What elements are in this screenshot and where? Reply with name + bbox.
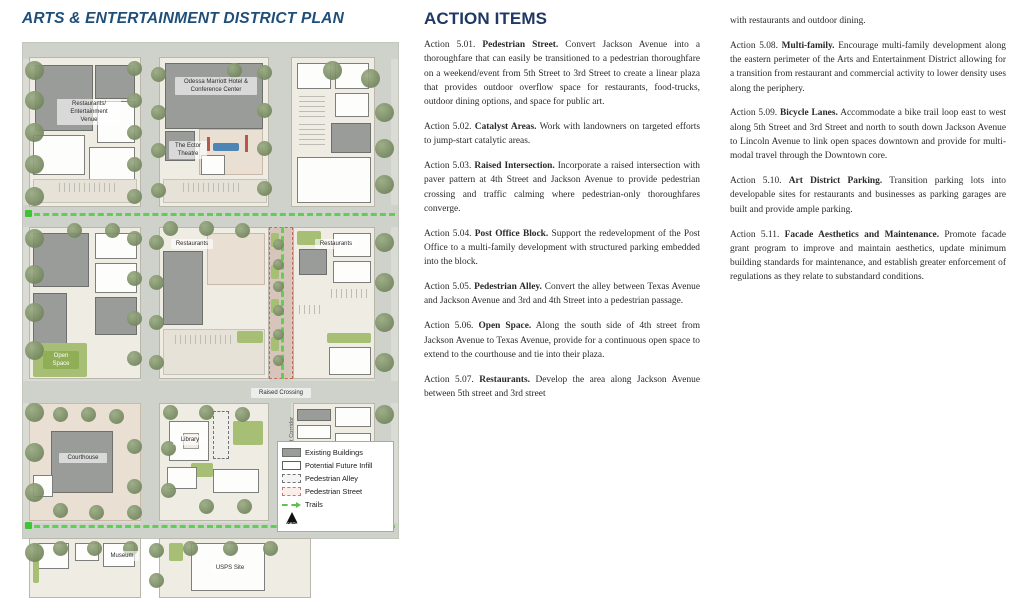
site-plan-map[interactable] [22,42,399,571]
action-number: Action 5.02. [424,121,472,132]
map-legend [277,441,394,532]
tree-canopy [127,505,142,520]
map-label-ector-theatre: The Ector Theatre [169,141,207,159]
legend-label: Existing Buildings [305,448,363,457]
action-body: Accommodate a bike trail loop east to west along 5th Street and 3rd Street and north to south down Jackson Avenue to Lincoln Avenue to link open spaces downtown and provide for multi-modal travel through the Downtown core. [730,108,1007,162]
action-title: Multi-family. [781,40,835,51]
page-title: ARTS & ENTERTAINMENT DISTRICT PLAN [22,10,344,27]
action-item-5-11 [730,228,1006,285]
action-body: Encourage multi-family development along the eastern perimeter of the Arts and Entertainment District allowing for a transition from restaurant and commercial activity to lower density uses along the periphery. [730,40,1006,94]
action-number: Action 5.07. [424,374,474,385]
tree-canopy [375,405,394,424]
tree-canopy [151,183,166,198]
infill-se-1 [335,407,371,427]
tree-canopy [127,189,142,204]
pedestrian-alley-swatch-icon [282,474,301,483]
tree-canopy [25,543,44,562]
tree-canopy [25,229,44,248]
tree-canopy [237,499,252,514]
map-label-usps-site: USPS Site [211,563,249,573]
legend-label: Pedestrian Alley [305,474,358,483]
action-items-column-middle [424,0,700,412]
building-se-1 [297,409,331,421]
action-item-5-01 [424,38,700,109]
tree-canopy [235,223,250,238]
tree-canopy [149,315,164,330]
plaza-center-mid [207,233,265,285]
infill-se-2 [297,425,331,439]
action-title: Bicycle Lanes. [780,108,838,119]
tree-canopy [223,541,238,556]
action-title: Restaurants. [479,374,530,385]
tree-canopy [149,543,164,558]
tree-canopy [375,353,394,372]
infill-library-2 [213,469,259,493]
tree-canopy [199,405,214,420]
tree-canopy [127,231,142,246]
action-number: Action 5.01. [424,40,476,50]
tree-canopy [273,329,284,340]
tree-canopy [273,355,284,366]
tree-canopy [53,503,68,518]
building-marriott-hotel [165,63,263,129]
map-label-restaurants-entertainment-venue: Restaurants/ Entertainment Venue [57,99,121,125]
infill-ne-4 [297,157,371,203]
map-label-raised-crossing: Raised Crossing [251,388,311,398]
tree-canopy [375,175,394,194]
marriott-pool [213,143,239,151]
tree-canopy [163,405,178,420]
action-item-5-05 [424,280,700,309]
tree-canopy [127,439,142,454]
tree-canopy [53,407,68,422]
north-arrow-icon [282,512,304,528]
tree-canopy [127,271,142,286]
tree-canopy [375,313,394,332]
action-item-5-09 [730,106,1006,163]
library-courtyard [183,433,199,449]
parking-stalls-marriott [183,183,243,192]
legend-row-trails [282,498,389,511]
legend-row-potential-future-infill [282,459,389,472]
tree-canopy [25,341,44,360]
action-item-5-04 [424,227,700,270]
action-number: Action 5.06. [424,321,474,332]
action-body: Develop the area along Jackson Avenue between 5th street and 3rd street [424,374,701,399]
tree-canopy [53,541,68,556]
legend-label: Trails [305,500,323,509]
tree-canopy [273,259,284,270]
tree-canopy [149,235,164,250]
infill-marriott-1 [201,155,225,175]
green-usps-1 [169,543,183,561]
tree-canopy [25,403,44,422]
parking-stalls-nw [59,183,117,192]
tree-canopy [87,541,102,556]
map-label-open-space: Open Space [43,351,79,369]
tree-canopy [199,499,214,514]
action-body: Promote facade grant program to improve and maintain aesthetics, update minimum building standards for maintenance, and establish greater enforcement of regulations as they relate to substandard conditions. [730,229,1007,283]
legend-label: Pedestrian Street [305,487,363,496]
tree-canopy [127,61,142,76]
tree-canopy [227,63,242,78]
tree-canopy [127,479,142,494]
marriott-canopy-b [245,135,248,152]
tree-canopy [25,443,44,462]
building-existing-em-1 [299,249,327,275]
tree-canopy [199,221,214,236]
action-body: Work with landowners on targeted efforts to jump-start catalytic areas. [424,121,701,147]
existing-buildings-swatch-icon [282,448,301,457]
action-item-5-03 [424,159,700,216]
pedestrian-street-swatch-icon [282,487,301,496]
tree-canopy [183,541,198,556]
trails-swatch-icon [282,500,301,509]
action-body: Incorporate a raised intersection with paver pattern at 4th Street and Jackson Avenue to provide pedestrian crossing and traffic calming where pedestrian-only thoroughfares converge. [424,161,700,214]
map-label-odessa-marriott: Odessa Marriott Hotel & Conference Center [175,77,257,95]
action-items-column-right [730,0,1006,295]
tree-canopy [375,273,394,292]
trail-marker-west-5th [25,210,32,217]
action-item-5-08 [730,39,1006,96]
action-body: Transition parking lots into developable sites for restaurants and businesses as parking garages are built and provide ample parking. [730,176,1006,215]
action-title: Raised Intersection. [474,161,555,172]
tree-canopy [149,573,164,588]
tree-canopy [123,541,138,556]
building-existing-ne [331,123,371,153]
action-item-5-10 [730,174,1006,217]
street-3rd [23,381,398,403]
action-item-5-07-continued: with restaurants and outdoor dining. [730,16,866,26]
action-item-5-07 [424,373,700,402]
action-title: Facade Aesthetics and Maintenance. [784,229,940,240]
building-restaurants-west [163,251,203,325]
map-label-museum: Museum [105,551,139,561]
legend-row-pedestrian-alley [282,472,389,485]
tree-canopy [109,409,124,424]
tree-canopy [127,311,142,326]
action-title: Catalyst Areas. [474,121,537,132]
parking-em-1 [331,289,371,298]
legend-label: Potential Future Infill [305,461,373,470]
tree-canopy [257,65,272,80]
building-courthouse [51,431,113,493]
tree-canopy [161,483,176,498]
tree-canopy [257,141,272,156]
map-label-library: Library [173,435,207,445]
tree-canopy [273,305,284,316]
trail-5th-street [25,213,395,216]
tree-canopy [25,155,44,174]
green-library-1 [233,421,263,445]
action-body: Support the redevelopment of the Post Office to a multi-family development with structured parking embedded into the block. [424,228,701,268]
tree-canopy [263,541,278,556]
parking-ne-1 [299,95,325,117]
tree-canopy [273,281,284,292]
tree-canopy [151,105,166,120]
action-title: Pedestrian Alley. [474,282,542,293]
infill-em-3 [329,347,371,375]
action-number: Action 5.03. [424,161,472,172]
tree-canopy [375,103,394,122]
potential-future-infill-swatch-icon [282,461,301,470]
tree-canopy [105,223,120,238]
parking-em-2 [299,305,321,314]
tree-canopy [161,441,176,456]
legend-row-existing-buildings [282,446,389,459]
infill-em-2 [333,261,371,283]
map-label-restaurants-west: Restaurants [171,239,213,249]
tree-canopy [25,187,44,206]
tree-canopy [81,407,96,422]
district-plan-map-panel [0,0,420,571]
tree-canopy [25,123,44,142]
tree-canopy [163,221,178,236]
tree-canopy [127,93,142,108]
tree-canopy [127,351,142,366]
pedestrian-alley [213,411,229,459]
tree-canopy [151,143,166,158]
north-arrow-label: NORTH [284,522,299,526]
action-items-heading: ACTION ITEMS [424,9,548,28]
tree-canopy [25,303,44,322]
green-east-mid-1 [297,231,321,245]
tree-canopy [375,139,394,158]
trail-marker-west-3rd [25,522,32,529]
action-title: Post Office Block. [474,228,549,239]
tree-canopy [361,69,380,88]
building-marriott-annex [165,131,195,161]
legend-row-pedestrian-street [282,485,389,498]
action-number: Action 5.05. [424,282,472,293]
infill-ne-3 [335,93,369,117]
tree-canopy [151,67,166,82]
column-spacer [730,0,1006,14]
action-body: Convert the alley between Texas Avenue and Jackson Avenue and 3rd and 4th Street into a pedestrian passage. [424,282,700,307]
tree-canopy [67,223,82,238]
map-label-courthouse: Courthouse [59,453,107,463]
map-label-restaurants-east: Restaurants [315,239,357,249]
action-body: Convert Jackson Avenue into a thoroughfare that can easily be transitioned to a pedestrian thoroughfare on a weekend/event from 5th Street to 3rd Street to create a linear plaza that provides outdoor overflow space for restaurants, food-trucks, outdoor dining options, and space for public art. [424,40,700,108]
action-title: Open Space. [478,321,532,332]
action-body: Along the south side of 4th street from Jackson Avenue to Texas Avenue, provide for a continuous open space to extend to the courthouse and tie into their plaza. [424,321,701,360]
tree-canopy [89,505,104,520]
parking-center-mid [175,335,233,344]
action-item-5-02 [424,120,700,149]
action-title: Pedestrian Street. [482,40,559,50]
tree-canopy [375,233,394,252]
tree-canopy [149,355,164,370]
action-number: Action 5.11. [730,229,780,240]
tree-canopy [127,125,142,140]
tree-canopy [323,61,342,80]
green-east-mid-2 [327,333,371,343]
tree-canopy [257,103,272,118]
action-number: Action 5.09. [730,108,778,119]
action-number: Action 5.04. [424,228,472,239]
tree-canopy [235,407,250,422]
tree-canopy [25,61,44,80]
marriott-canopy-a [207,137,210,151]
action-number: Action 5.08. [730,40,778,51]
tree-canopy [273,239,284,250]
infill-em-1 [333,233,371,257]
action-item-5-06 [424,319,700,362]
tree-canopy [149,275,164,290]
parking-ne-2 [299,123,325,145]
tree-canopy [25,91,44,110]
tree-canopy [25,483,44,502]
tree-canopy [127,157,142,172]
green-center-mid [237,331,263,343]
tree-canopy [257,181,272,196]
tree-canopy [25,265,44,284]
action-title: Art District Parking. [788,176,883,187]
action-number: Action 5.10. [730,176,782,187]
